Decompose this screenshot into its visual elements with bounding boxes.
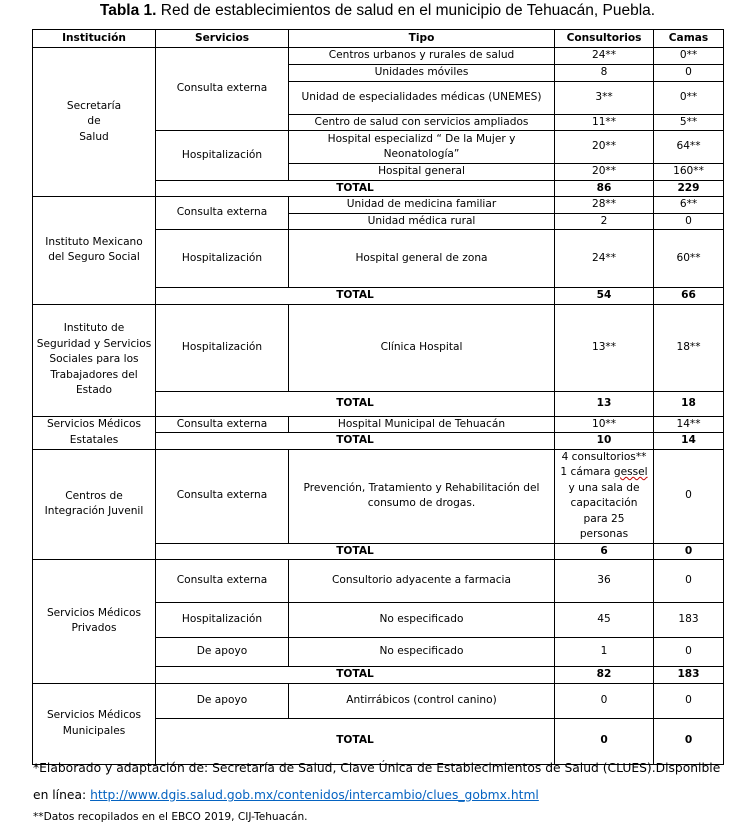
total-consultorios: 0 (555, 718, 654, 764)
institution-cell: Centros de Integración Juvenil (33, 449, 156, 560)
total-camas: 18 (654, 391, 724, 416)
service-cell: De apoyo (156, 638, 289, 667)
tipo-cell: Hospital Municipal de Tehuacán (289, 416, 555, 433)
camas-cell: 0** (654, 81, 724, 114)
camas-cell: 160** (654, 164, 724, 181)
camas-cell: 64** (654, 131, 724, 164)
institution-cell: Servicios Médicos Estatales (33, 416, 156, 449)
total-camas: 229 (654, 180, 724, 197)
tipo-cell: No especificado (289, 638, 555, 667)
consultorios-cell: 10** (555, 416, 654, 433)
institution-cell: Secretaría de Salud (33, 48, 156, 197)
consultorios-cell: 20** (555, 164, 654, 181)
table-row (33, 304, 724, 391)
tipo-cell: Prevención, Tratamiento y Rehabilitación del consumo de drogas. (289, 449, 555, 543)
total-label: TOTAL (156, 288, 555, 305)
consultorios-cell: 20** (555, 131, 654, 164)
total-camas: 66 (654, 288, 724, 305)
camas-cell: 0 (654, 638, 724, 667)
total-camas: 0 (654, 718, 724, 764)
total-consultorios: 6 (555, 543, 654, 560)
camas-cell: 0 (654, 449, 724, 543)
tipo-cell: Hospital especializd “ De la Mujer y Neonatología” (289, 131, 555, 164)
total-label: TOTAL (156, 391, 555, 416)
spellcheck-word: gessel (613, 466, 648, 478)
service-cell: Hospitalización (156, 230, 289, 288)
source-text: *Elaborado y adaptación de: Secretaría de Salud, Clave Única de Establecimientos de Salud (CLUES).Disponible en línea: (33, 761, 721, 802)
institution-cell: Servicios Médicos Municipales (33, 683, 156, 764)
header-consultorios: Consultorios (555, 30, 654, 48)
total-label: TOTAL (156, 718, 555, 764)
consultorios-cell: 8 (555, 65, 654, 82)
consultorios-cell: 36 (555, 560, 654, 603)
caption-label: Tabla 1. (99, 2, 157, 19)
camas-cell: 60** (654, 230, 724, 288)
camas-cell: 14** (654, 416, 724, 433)
consultorios-cell: 13** (555, 304, 654, 391)
tipo-cell: No especificado (289, 603, 555, 638)
total-camas: 183 (654, 667, 724, 684)
camas-cell: 18** (654, 304, 724, 391)
institution-cell: Instituto de Seguridad y Servicios Sociales para los Trabajadores del Estado (33, 304, 156, 416)
consultorios-cell: 2 (555, 213, 654, 230)
camas-cell: 0 (654, 65, 724, 82)
tipo-cell: Consultorio adyacente a farmacia (289, 560, 555, 603)
total-consultorios: 82 (555, 667, 654, 684)
source-note (33, 755, 733, 809)
service-cell: Hospitalización (156, 603, 289, 638)
consultorios-cell: 4 consultorios** 1 cámara gessel y una sala de capacitación para 25 personas (555, 449, 654, 543)
health-establishments-table (32, 29, 724, 765)
table-row (33, 560, 724, 603)
header-servicios: Servicios (156, 30, 289, 48)
tipo-cell: Hospital general (289, 164, 555, 181)
total-consultorios: 86 (555, 180, 654, 197)
tipo-cell: Centros urbanos y rurales de salud (289, 48, 555, 65)
tipo-cell: Hospital general de zona (289, 230, 555, 288)
total-label: TOTAL (156, 433, 555, 450)
consultorios-cell: 28** (555, 197, 654, 214)
total-label: TOTAL (156, 543, 555, 560)
total-consultorios: 10 (555, 433, 654, 450)
total-camas: 0 (654, 543, 724, 560)
tipo-cell: Centro de salud con servicios ampliados (289, 114, 555, 131)
tipo-cell: Unidad de medicina familiar (289, 197, 555, 214)
header-institucion: Institución (33, 30, 156, 48)
consultorios-cell: 24** (555, 230, 654, 288)
consultorios-cell: 11** (555, 114, 654, 131)
tipo-cell: Unidad médica rural (289, 213, 555, 230)
total-consultorios: 54 (555, 288, 654, 305)
footnote: **Datos recopilados en el EBCO 2019, CIJ-Tehuacán. (33, 811, 308, 823)
consultorios-cell: 3** (555, 81, 654, 114)
table-row (33, 683, 724, 718)
table-caption (0, 2, 755, 20)
tipo-cell: Unidad de especialidades médicas (UNEMES) (289, 81, 555, 114)
tipo-cell: Clínica Hospital (289, 304, 555, 391)
total-label: TOTAL (156, 180, 555, 197)
table-row (33, 449, 724, 543)
consultorios-cell: 45 (555, 603, 654, 638)
camas-cell: 0 (654, 560, 724, 603)
caption-text: Red de establecimientos de salud en el municipio de Tehuacán, Puebla. (160, 2, 656, 19)
service-cell: Consulta externa (156, 197, 289, 230)
service-cell: Consulta externa (156, 416, 289, 433)
camas-cell: 6** (654, 197, 724, 214)
service-cell: De apoyo (156, 683, 289, 718)
service-cell: Consulta externa (156, 560, 289, 603)
consultorios-cell: 0 (555, 683, 654, 718)
header-row (33, 30, 724, 48)
camas-cell: 0 (654, 683, 724, 718)
institution-cell: Servicios Médicos Privados (33, 560, 156, 684)
consultorios-cell: 1 (555, 638, 654, 667)
camas-cell: 0 (654, 213, 724, 230)
service-cell: Consulta externa (156, 449, 289, 543)
service-cell: Consulta externa (156, 48, 289, 131)
tipo-cell: Unidades móviles (289, 65, 555, 82)
service-cell: Hospitalización (156, 131, 289, 181)
table-row (33, 48, 724, 65)
header-camas: Camas (654, 30, 724, 48)
total-consultorios: 13 (555, 391, 654, 416)
total-camas: 14 (654, 433, 724, 450)
service-cell: Hospitalización (156, 304, 289, 391)
clues-link[interactable]: http://www.dgis.salud.gob.mx/contenidos/intercambio/clues_gobmx.html (90, 788, 539, 802)
header-tipo: Tipo (289, 30, 555, 48)
table-row (33, 416, 724, 433)
consultorios-cell: 24** (555, 48, 654, 65)
camas-cell: 0** (654, 48, 724, 65)
camas-cell: 5** (654, 114, 724, 131)
tipo-cell: Antirrábicos (control canino) (289, 683, 555, 718)
institution-cell: Instituto Mexicano del Seguro Social (33, 197, 156, 305)
total-label: TOTAL (156, 667, 555, 684)
table-row (33, 197, 724, 214)
camas-cell: 183 (654, 603, 724, 638)
